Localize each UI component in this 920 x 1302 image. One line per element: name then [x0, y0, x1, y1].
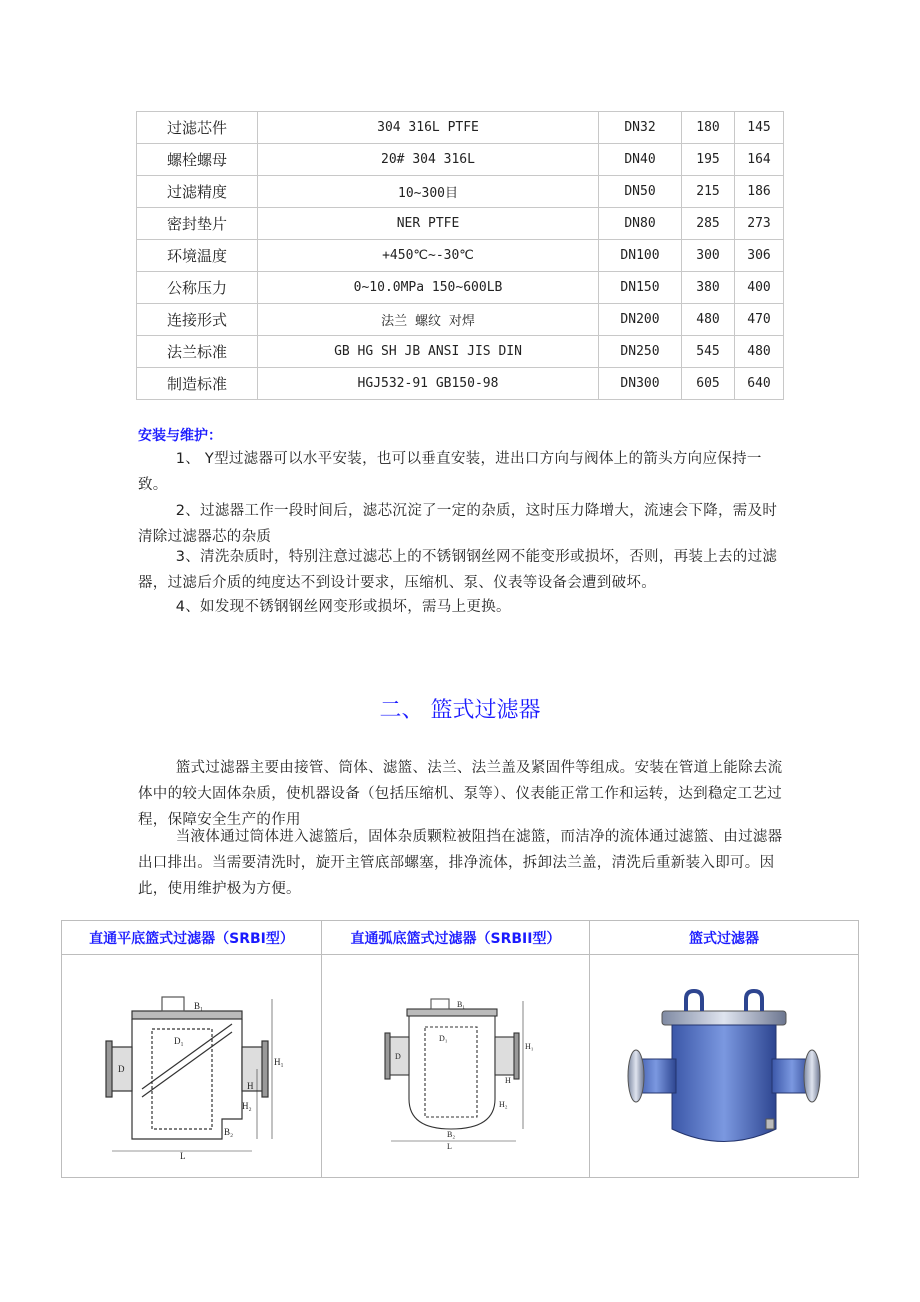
spec-row: [137, 304, 784, 336]
spec-value-2: 640: [735, 368, 784, 400]
spec-dn: DN80: [599, 208, 682, 240]
spec-value-2: 400: [735, 272, 784, 304]
spec-dn: DN32: [599, 112, 682, 144]
section-paragraph-2: 当液体通过筒体进入滤篮后，固体杂质颗粒被阻挡在滤篮，而洁净的流体通过滤篮、由过滤器出口排出。当需要清洗时，旋开主管底部螺塞，排净流体，拆卸法兰盖，清洗后重新装入即可。因此，使用维护极为方便。: [138, 829, 783, 897]
srbii-diagram-cell: [322, 955, 590, 1178]
spec-row: [137, 112, 784, 144]
maintenance-item-4: 4、如发现不锈钢钢丝网变形或损坏，需马上更换。: [175, 599, 511, 615]
spec-dn: DN50: [599, 176, 682, 208]
spec-name: 法兰标准: [137, 336, 258, 368]
product-label-srbii: 直通弧底篮式过滤器（SRBII型）: [322, 921, 590, 955]
srbii-label-l: L: [446, 1142, 452, 1151]
section-title: 二、 篮式过滤器: [379, 698, 541, 723]
spec-value-1: 300: [682, 240, 735, 272]
srbii-label-h: H: [504, 1076, 511, 1085]
spec-name: 公称压力: [137, 272, 258, 304]
maintenance-item-2: 2、过滤器工作一段时间后，滤芯沉淀了一定的杂质，这时压力降增大，流速会下降，需及时清除过滤器芯的杂质: [138, 503, 778, 545]
spec-value-2: 164: [735, 144, 784, 176]
srbi-label-d: D: [117, 1064, 124, 1074]
spec-value-2: 480: [735, 336, 784, 368]
spec-dn: DN150: [599, 272, 682, 304]
spec-value: GB HG SH JB ANSI JIS DIN: [258, 336, 599, 368]
basket-photo-cell: [590, 955, 859, 1178]
srbii-label-d: D: [394, 1052, 401, 1061]
spec-name: 密封垫片: [137, 208, 258, 240]
spec-value: 0~10.0MPa 150~600LB: [258, 272, 599, 304]
spec-row: [137, 336, 784, 368]
maintenance-item-3: 3、清洗杂质时，特别注意过滤芯上的不锈钢钢丝网不能变形或损坏，否则，再装上去的过滤器，过滤后介质的纯度达不到设计要求，压缩机、泵、仪表等设备会遭到破坏。: [138, 549, 778, 591]
spec-value: 10~300目: [258, 176, 599, 208]
spec-row: [137, 272, 784, 304]
section-paragraph-1: 篮式过滤器主要由接管、筒体、滤篮、法兰、法兰盖及紧固件等组成。安装在管道上能除去流体中的较大固体杂质，使机器设备（包括压缩机、泵等）、仪表能正常工作和运转，达到稳定工艺过程，保障安全生产的作用: [138, 760, 783, 828]
srbii-label-b2: B₂: [446, 1130, 455, 1139]
spec-row: [137, 144, 784, 176]
spec-value: +450℃~-30℃: [258, 240, 599, 272]
spec-dn: DN40: [599, 144, 682, 176]
spec-name: 环境温度: [137, 240, 258, 272]
spec-value-1: 180: [682, 112, 735, 144]
spec-value: HGJ532-91 GB150-98: [258, 368, 599, 400]
spec-value: 20# 304 316L: [258, 144, 599, 176]
spec-value-1: 380: [682, 272, 735, 304]
spec-table: [136, 111, 784, 400]
srbii-label-h1: H₁: [524, 1042, 534, 1051]
srbi-diagram-cell: [62, 955, 322, 1178]
product-image-row: [62, 955, 859, 1178]
spec-value-2: 145: [735, 112, 784, 144]
maintenance-item-1: 1、 Y型过滤器可以水平安装，也可以垂直安装，进出口方向与阀体上的箭头方向应保持一致。: [138, 451, 762, 493]
srbi-label-h2: H₂: [241, 1101, 252, 1111]
spec-row: [137, 368, 784, 400]
spec-name: 制造标准: [137, 368, 258, 400]
spec-name: 过滤精度: [137, 176, 258, 208]
spec-value-1: 215: [682, 176, 735, 208]
spec-value: 法兰 螺纹 对焊: [258, 304, 599, 336]
srbi-label-d1: D₁: [173, 1036, 184, 1046]
spec-row: [137, 208, 784, 240]
srbi-label-h: H: [246, 1081, 253, 1091]
srbi-label-l: L: [179, 1151, 185, 1161]
spec-value-1: 285: [682, 208, 735, 240]
srbi-label-b2: B₂: [223, 1127, 233, 1137]
spec-value-1: 195: [682, 144, 735, 176]
product-table: [61, 920, 859, 1178]
spec-value-2: 470: [735, 304, 784, 336]
spec-name: 螺栓螺母: [137, 144, 258, 176]
srbi-label-b1: B₁: [193, 1001, 203, 1011]
spec-value-1: 480: [682, 304, 735, 336]
spec-dn: DN250: [599, 336, 682, 368]
maintenance-title: 安装与维护：: [138, 428, 222, 444]
spec-name: 连接形式: [137, 304, 258, 336]
spec-dn: DN300: [599, 368, 682, 400]
spec-row: [137, 176, 784, 208]
spec-value: NER PTFE: [258, 208, 599, 240]
srbii-label-h2: H₂: [498, 1100, 508, 1109]
spec-value-1: 605: [682, 368, 735, 400]
spec-value-2: 306: [735, 240, 784, 272]
product-label-basket: 篮式过滤器: [590, 921, 859, 955]
spec-dn: DN100: [599, 240, 682, 272]
spec-table-body: [137, 112, 784, 400]
spec-dn: DN200: [599, 304, 682, 336]
spec-row: [137, 240, 784, 272]
spec-value-2: 273: [735, 208, 784, 240]
spec-value: 304 316L PTFE: [258, 112, 599, 144]
product-label-srbi: 直通平底篮式过滤器（SRBI型）: [62, 921, 322, 955]
srbi-diagram: [102, 969, 282, 1159]
spec-value-1: 545: [682, 336, 735, 368]
spec-value-2: 186: [735, 176, 784, 208]
product-header-row: [62, 921, 859, 955]
srbii-label-d1: D₁: [438, 1034, 448, 1043]
spec-name: 过滤芯件: [137, 112, 258, 144]
srbii-label-b1: B₁: [456, 1000, 465, 1009]
basket-filter-illustration: [624, 969, 824, 1159]
srbi-label-h1: H₁: [273, 1057, 284, 1067]
srbii-diagram: [381, 979, 534, 1151]
